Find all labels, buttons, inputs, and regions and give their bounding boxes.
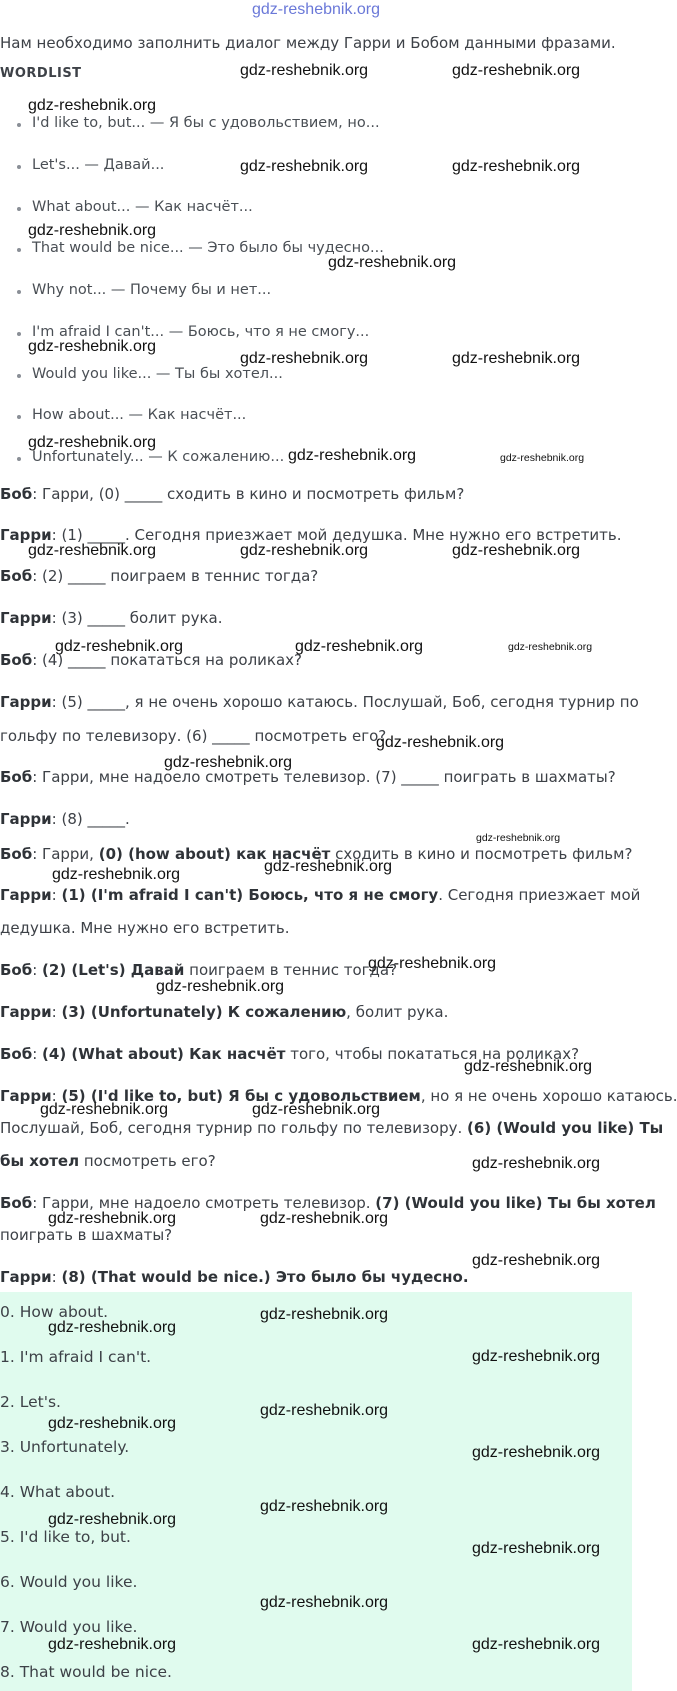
wordlist-item: That would be nice... — Это было бы чудесно...: [32, 240, 384, 256]
watermark: gdz-reshebnik.org: [472, 1155, 601, 1172]
answer-item: 0. How about.: [0, 1303, 109, 1321]
answer-item: 3. Unfortunately.: [0, 1438, 130, 1456]
site-header-link[interactable]: gdz-reshebnik.org: [251, 1, 381, 18]
answer-item: 1. I'm afraid I can't.: [0, 1348, 152, 1366]
answer-item: 5. I'd like to, but.: [0, 1528, 131, 1546]
watermark: gdz-reshebnik.org: [28, 338, 157, 355]
watermark: gdz-reshebnik.org: [472, 1252, 601, 1269]
watermark: gdz-reshebnik.org: [28, 222, 157, 239]
wordlist-item: What about... — Как насчёт...: [32, 199, 253, 215]
watermark: gdz-reshebnik.org: [464, 1058, 593, 1075]
solution-line: Боб: (4) (What about) Как насчёт того, чтобы покататься на роликах?: [0, 1045, 580, 1063]
wordlist-item: Unfortunately... — К сожалению...: [32, 449, 284, 465]
bullet: [17, 374, 21, 378]
watermark: gdz-reshebnik.org: [260, 1210, 389, 1227]
bullet: [17, 248, 21, 252]
watermark: gdz-reshebnik.org: [368, 955, 497, 972]
bullet: [17, 165, 21, 169]
watermark: gdz-reshebnik.org: [328, 254, 457, 271]
solution-line: поиграть в шахматы?: [0, 1226, 173, 1244]
solution-line: Гарри: (8) (That would be nice.) Это было бы чудесно.: [0, 1268, 469, 1286]
watermark: gdz-reshebnik.org: [476, 832, 561, 844]
solution-line: дедушка. Мне нужно его встретить.: [0, 919, 290, 937]
watermark: gdz-reshebnik.org: [500, 452, 585, 464]
watermark: gdz-reshebnik.org: [472, 1540, 601, 1557]
dialogue-line: Гарри: (5) _____, я не очень хорошо катаюсь. Послушай, Боб, сегодня турнир по: [0, 693, 639, 711]
watermark: gdz-reshebnik.org: [472, 1636, 601, 1653]
dialogue-line: Боб: (2) _____ поиграем в теннис тогда?: [0, 567, 319, 585]
bullet: [17, 290, 21, 294]
solution-line: Боб: (2) (Let's) Давай поиграем в теннис тогда?: [0, 961, 398, 979]
watermark: gdz-reshebnik.org: [240, 62, 369, 79]
watermark: gdz-reshebnik.org: [452, 542, 581, 559]
watermark: gdz-reshebnik.org: [156, 978, 285, 995]
watermark: gdz-reshebnik.org: [295, 638, 424, 655]
solution-line: Боб: Гарри, (0) (how about) как насчёт сходить в кино и посмотреть фильм?: [0, 845, 633, 863]
answer-item: 4. What about.: [0, 1483, 116, 1501]
wordlist-item: Let's... — Давай...: [32, 157, 164, 173]
watermark: gdz-reshebnik.org: [260, 1498, 389, 1515]
watermark: gdz-reshebnik.org: [48, 1636, 177, 1653]
watermark: gdz-reshebnik.org: [264, 858, 393, 875]
dialogue-line: Гарри: (8) _____.: [0, 810, 130, 828]
watermark: gdz-reshebnik.org: [48, 1319, 177, 1336]
wordlist-item: I'd like to, but... — Я бы с удовольствием, но...: [32, 115, 380, 131]
watermark: gdz-reshebnik.org: [452, 62, 581, 79]
wordlist-heading: WORDLIST: [0, 66, 82, 81]
watermark: gdz-reshebnik.org: [288, 447, 417, 464]
watermark: gdz-reshebnik.org: [240, 542, 369, 559]
bullet: [17, 457, 21, 461]
dialogue-line: Боб: Гарри, мне надоело смотреть телевизор. (7) _____ поиграть в шахматы?: [0, 768, 616, 786]
bullet: [17, 415, 21, 419]
watermark: gdz-reshebnik.org: [28, 542, 157, 559]
bullet: [17, 123, 21, 127]
wordlist-item: How about... — Как насчёт...: [32, 407, 246, 423]
watermark: gdz-reshebnik.org: [260, 1402, 389, 1419]
answer-item: 6. Would you like.: [0, 1573, 138, 1591]
watermark: gdz-reshebnik.org: [260, 1594, 389, 1611]
dialogue-line: Боб: Гарри, (0) _____ сходить в кино и посмотреть фильм?: [0, 485, 465, 503]
wordlist-item: Would you like... — Ты бы хотел...: [32, 366, 283, 382]
watermark: gdz-reshebnik.org: [40, 1101, 169, 1118]
solution-line: Гарри: (3) (Unfortunately) К сожалению, болит рука.: [0, 1003, 449, 1021]
solution-line: Гарри: (1) (I'm afraid I can't) Боюсь, что я не смогу. Сегодня приезжает мой: [0, 886, 641, 904]
wordlist-item: Why not... — Почему бы и нет...: [32, 282, 271, 298]
dialogue-line: Гарри: (3) _____ болит рука.: [0, 609, 223, 627]
watermark: gdz-reshebnik.org: [52, 866, 181, 883]
bullet: [17, 207, 21, 211]
wordlist-item: I'm afraid I can't... — Боюсь, что я не смогу...: [32, 324, 369, 340]
bullet: [17, 332, 21, 336]
site-header: [0, 0, 632, 24]
watermark: gdz-reshebnik.org: [48, 1511, 177, 1528]
solution-line: Послушай, Боб, сегодня турнир по гольфу по телевизору. (6) (Would you like) Ты: [0, 1119, 664, 1137]
watermark: gdz-reshebnik.org: [452, 350, 581, 367]
solution-line: Боб: Гарри, мне надоело смотреть телевизор. (7) (Would you like) Ты бы хотел: [0, 1194, 656, 1212]
watermark: gdz-reshebnik.org: [472, 1444, 601, 1461]
watermark: gdz-reshebnik.org: [48, 1210, 177, 1227]
intro-text: Нам необходимо заполнить диалог между Гарри и Бобом данными фразами.: [0, 34, 616, 52]
watermark: gdz-reshebnik.org: [28, 97, 157, 114]
watermark: gdz-reshebnik.org: [252, 1101, 381, 1118]
watermark: gdz-reshebnik.org: [164, 754, 293, 771]
answer-item: 8. That would be nice.: [0, 1663, 172, 1681]
watermark: gdz-reshebnik.org: [240, 158, 369, 175]
watermark: gdz-reshebnik.org: [376, 734, 505, 751]
solution-line: Гарри: (5) (I'd like to, but) Я бы с удовольствием, но я не очень хорошо катаюсь.: [0, 1087, 677, 1105]
watermark: gdz-reshebnik.org: [260, 1306, 389, 1323]
watermark: gdz-reshebnik.org: [472, 1348, 601, 1365]
answer-item: 7. Would you like.: [0, 1618, 138, 1636]
watermark: gdz-reshebnik.org: [508, 641, 593, 653]
watermark: gdz-reshebnik.org: [240, 350, 369, 367]
answer-item: 2. Let's.: [0, 1393, 61, 1411]
dialogue-line: гольфу по телевизору. (6) _____ посмотреть его?: [0, 727, 387, 745]
dialogue-line: Боб: (4) _____ покататься на роликах?: [0, 651, 302, 669]
dialogue-line: Гарри: (1) _____. Сегодня приезжает мой дедушка. Мне нужно его встретить.: [0, 526, 622, 544]
watermark: gdz-reshebnik.org: [48, 1415, 177, 1432]
solution-line: бы хотел посмотреть его?: [0, 1152, 216, 1170]
watermark: gdz-reshebnik.org: [55, 638, 184, 655]
watermark: gdz-reshebnik.org: [452, 158, 581, 175]
watermark: gdz-reshebnik.org: [28, 434, 157, 451]
